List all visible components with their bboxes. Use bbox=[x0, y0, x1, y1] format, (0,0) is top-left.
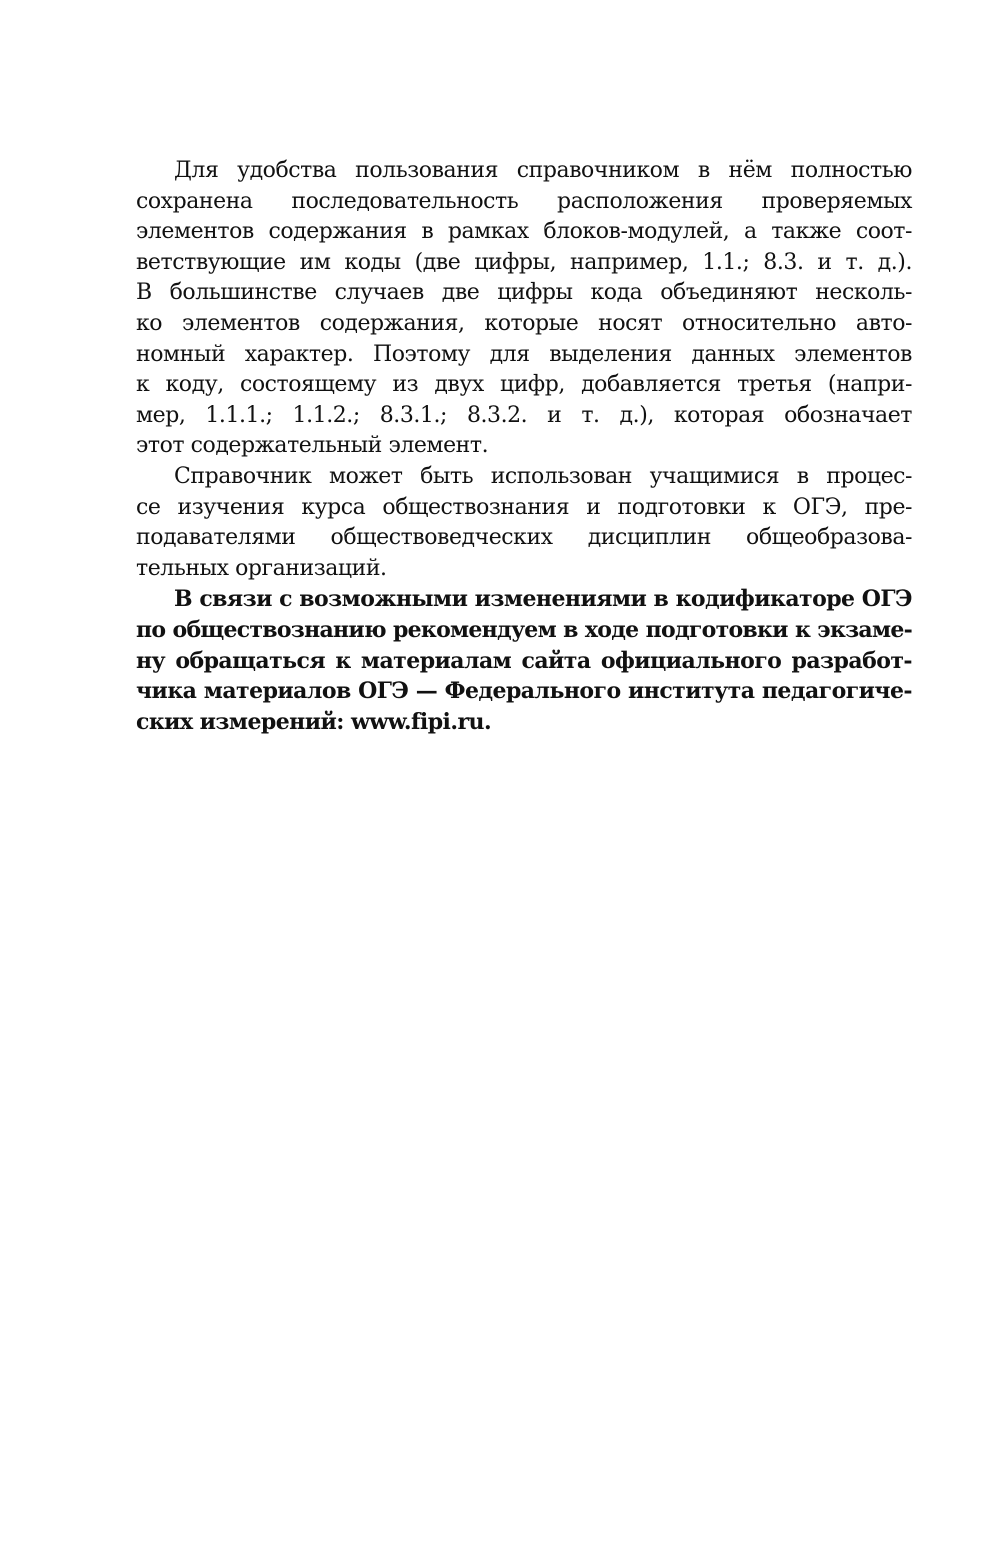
text-line: се изучения курса обществознания и подготовки к ОГЭ, пре- bbox=[136, 494, 912, 520]
text-line: ветствующие им коды (две цифры, например, 1.1.; 8.3. и т. д.). bbox=[136, 249, 912, 275]
text-line: ну обращаться к материалам сайта официального разработ- bbox=[136, 647, 912, 674]
text-line: ко элементов содержания, которые носят относительно авто- bbox=[136, 310, 912, 336]
text-line: Справочник может быть использован учащимися в процес- bbox=[174, 463, 912, 489]
text-line: чика материалов ОГЭ — Федерального института педагогиче- bbox=[136, 678, 912, 705]
body-text bbox=[136, 156, 912, 737]
text-line: номный характер. Поэтому для выделения данных элементов bbox=[136, 341, 912, 367]
text-line: ских измерений: www.fipi.ru. bbox=[136, 708, 492, 735]
text-line: сохранена последовательность расположения проверяемых bbox=[136, 188, 912, 214]
text-line: подавателями обществоведческих дисциплин общеобразова- bbox=[136, 525, 912, 551]
text-line: мер, 1.1.1.; 1.1.2.; 8.3.1.; 8.3.2. и т. д.), которая обозначает bbox=[136, 402, 912, 428]
text-line: к коду, состоящему из двух цифр, добавляется третья (напри- bbox=[136, 372, 912, 398]
paragraph-fipi-notice bbox=[136, 584, 912, 737]
text-line: этот содержательный элемент. bbox=[136, 433, 489, 459]
paragraph-audience bbox=[136, 462, 912, 584]
text-line: по обществознанию рекомендуем в ходе подготовки к экзаме- bbox=[136, 616, 912, 643]
text-line: В большинстве случаев две цифры кода объединяют несколь- bbox=[136, 280, 912, 306]
text-line: тельных организаций. bbox=[136, 555, 387, 581]
paragraph-reference-structure bbox=[136, 156, 912, 462]
text-line: В связи с возможными изменениями в кодификаторе ОГЭ bbox=[174, 586, 912, 613]
text-line: Для удобства пользования справочником в нём полностью bbox=[174, 158, 912, 183]
text-line: элементов содержания в рамках блоков-модулей, а также соот- bbox=[136, 219, 912, 245]
